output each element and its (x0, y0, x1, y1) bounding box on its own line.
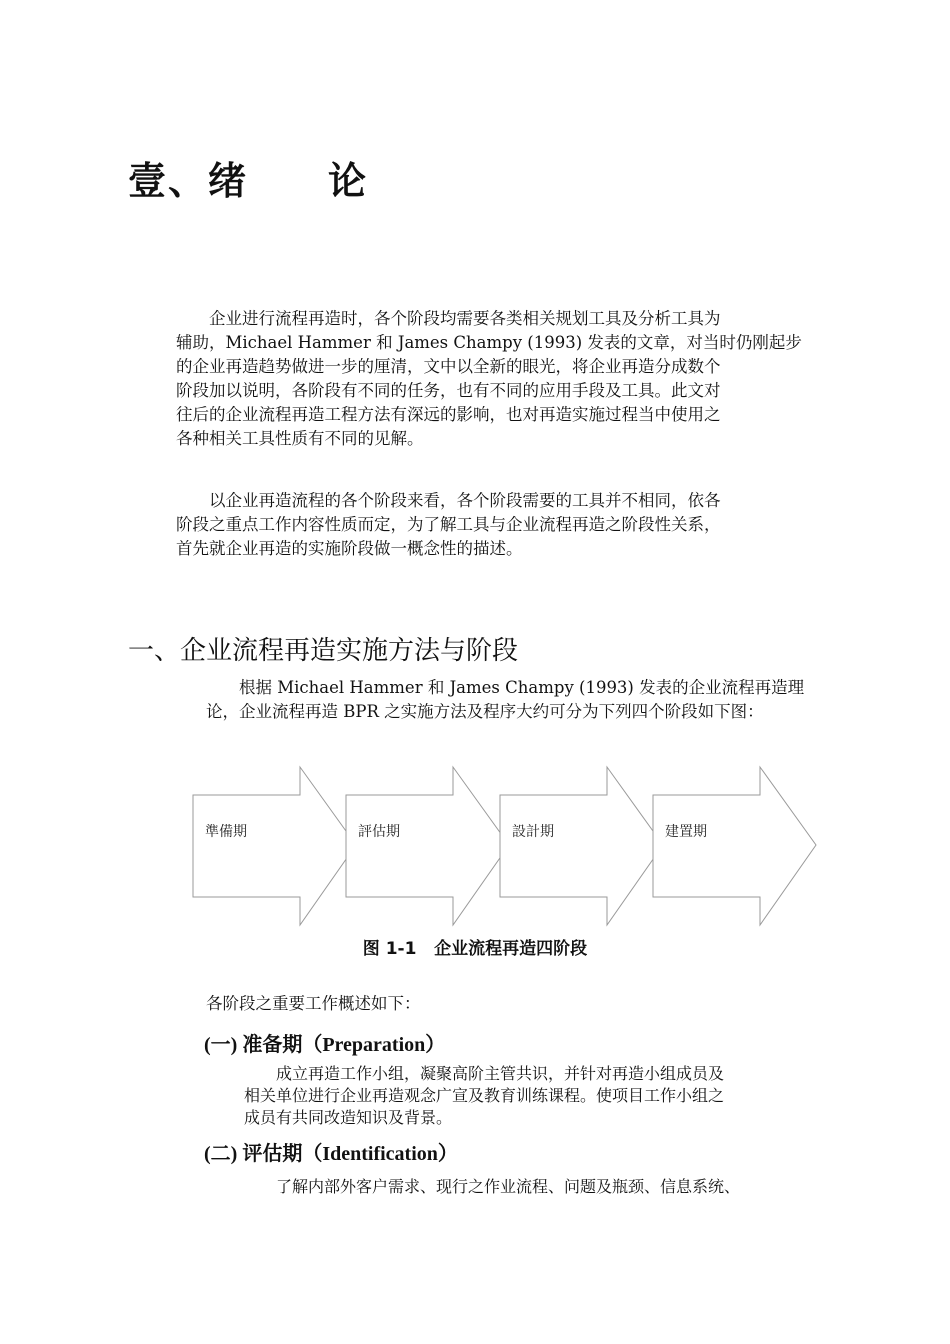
text-line: 辅助，Michael Hammer 和 James Champy (1993) 发表的文章，对当时仍刚起步 (176, 333, 802, 352)
stage-arrow-4 (653, 767, 816, 925)
stage-label: 評估期 (358, 824, 400, 840)
phase-2-paragraph (244, 1176, 834, 1198)
section-title: 一、企业流程再造实施方法与阶段 (128, 636, 519, 666)
text-line: 成立再造工作小组，凝聚高阶主管共识，并针对再造小组成员及 (244, 1064, 725, 1083)
four-stage-arrow-diagram (190, 765, 820, 930)
text-line: 成员有共同改造知识及背景。 (244, 1108, 453, 1127)
stage-arrow-3 (500, 767, 663, 925)
stage-label: 設計期 (512, 824, 554, 840)
phase-1-paragraph (244, 1063, 834, 1129)
text-line: 企业进行流程再造时，各个阶段均需要各类相关规划工具及分析工具为 (176, 309, 721, 328)
text-line: 了解内部外客户需求、现行之作业流程、问题及瓶颈、信息系统、 (244, 1177, 741, 1196)
figure-caption: 图 1-1 企业流程再造四阶段 (362, 939, 588, 959)
text-line: 的企业再造趋势做进一步的厘清，文中以全新的眼光，将企业再造分成数个 (176, 357, 721, 376)
text-line: 各种相关工具性质有不同的见解。 (176, 429, 424, 448)
text-line: 阶段之重点工作内容性质而定，为了解工具与企业流程再造之阶段性关系， (176, 515, 721, 534)
intro-paragraph-2 (176, 489, 816, 561)
text-line: 首先就企业再造的实施阶段做一概念性的描述。 (176, 539, 523, 558)
chapter-title: 壹、绪 论 (128, 159, 369, 203)
stage-arrow-1 (193, 767, 356, 925)
text-line: 论，企业流程再造 BPR 之实施方法及程序大约可分为下列四个阶段如下图： (206, 702, 764, 721)
text-line: 以企业再造流程的各个阶段来看，各个阶段需要的工具并不相同，依各 (176, 491, 721, 510)
stage-arrow-2 (346, 767, 509, 925)
text-line: 相关单位进行企业再造观念广宣及教育训练课程。使项目工作小组之 (244, 1086, 725, 1105)
text-line: 阶段加以说明，各阶段有不同的任务，也有不同的应用手段及工具。此文对 (176, 381, 721, 400)
intro-paragraph-1 (176, 307, 816, 451)
phase-1-title: (一) 准备期（Preparation） (204, 1034, 446, 1056)
phase-2-title: (二) 评估期（Identification） (204, 1143, 458, 1165)
stage-label: 準備期 (205, 824, 247, 840)
overview-text: 各阶段之重要工作概述如下： (206, 994, 421, 1013)
text-line: 往后的企业流程再造工程方法有深远的影响，也对再造实施过程当中使用之 (176, 405, 721, 424)
section-paragraph (206, 676, 836, 724)
stage-label: 建置期 (665, 824, 707, 840)
text-line: 根据 Michael Hammer 和 James Champy (1993) 发表的企业流程再造理 (206, 678, 805, 697)
